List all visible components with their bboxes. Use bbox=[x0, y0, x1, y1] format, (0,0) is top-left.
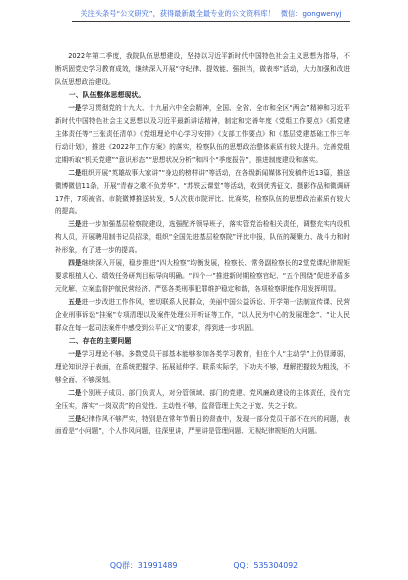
paragraph-lead: 五是 bbox=[68, 297, 82, 306]
paragraph-text: 组织开展“英雄故事大家讲”“身边的榜样讲”等活动，在各级新闻媒体刊发稿件近13篇，推送微博微信11条，开展“青春之歌不负芳华”、“苏铁云课堂”等活动，收到优秀征文、摄影作品和微调研17件，7项被省、市院微博推送转发，5人次获市院评比、比赛奖，检察队伍的思想政治素质有较大的提高。 bbox=[55, 168, 350, 216]
page-header bbox=[72, 9, 350, 22]
paragraph-text: 纪律作风不够严实，特别是在常年节假日的督查中，发现一部分党员干部不在兴的问题，表面看是“小问题”，个人作风问题，往深里讲，严里讲是管理问题、无视纪律规矩的大问题。 bbox=[55, 414, 351, 436]
paragraph-text: 学习贯彻党的十九大、十九届六中全会精神，全国、全省、全市和全区“两会”精神和习近平新时代中国特色社会主义思想以及习近平最新讲话精神，制定和完善年度《党组工作要点》《抓党建主体责任等“三张责任清单》《党组理论中心学习安排》《支部工作要点》和《基层党建基础工作三年行动计划》，推进《2022年工作方案》的落实，检察队伍的思想政治整体素质有较大提升。完善党组定期听取“机关党建”“意识形态”“思想状况分析”和四个“季度报告”，推进制度建设和落实。 bbox=[55, 104, 350, 164]
section-2-paragraph-1 bbox=[55, 348, 350, 387]
paragraph-lead: 二是 bbox=[68, 388, 82, 397]
footer-qq: QQ：535304092 bbox=[233, 561, 299, 570]
section-1-heading: 一、队伍整体思想现状。 bbox=[68, 90, 146, 99]
paragraph-lead: 二是 bbox=[68, 168, 82, 177]
document-body bbox=[55, 50, 350, 438]
section-2-paragraph-2 bbox=[55, 387, 350, 413]
paragraph-text: 进一步改进工作作风，密切联系人民群众，美丽中国公益诉讼、开学第一法制宣传课、民营企业刑事诉讼“挂案”专项清理以及案件处理公开听证等工作，“以人民为中心的发展理念”、“让人民群众在每一起司法案件中感受到公平正义”的要求，得到进一步巩固。 bbox=[55, 297, 351, 332]
paragraph-lead: 一是 bbox=[68, 104, 82, 113]
paragraph-lead: 四是 bbox=[68, 259, 82, 268]
header-wechat: 微信：gongwenyj bbox=[280, 9, 342, 18]
footer-qq-group: QQ群：31991489 bbox=[109, 561, 178, 570]
section-1-paragraph-3 bbox=[55, 218, 350, 257]
intro-paragraph: 2022年第二季度，我院队伍思想建设，坚持以习近平新时代中国特色社会主义思想为指导，不断巩固党史学习教育成效，继续深入开展“守纪律、提效能、强担当，做表率”活动，大力加强和改进队伍思想政治建设。 bbox=[55, 52, 350, 86]
section-1-paragraph-2 bbox=[55, 167, 350, 219]
section-2-paragraph-3 bbox=[55, 413, 350, 439]
paragraph-text: 个别班子成员、部门负责人，对分管领域、部门的党建、党风廉政建设的主体责任，没有完全压实，落实“一岗双责”的自觉性、主动性不够，监督管理上失之于宽、失之于软。 bbox=[55, 388, 351, 410]
paragraph-lead: 一是 bbox=[68, 350, 82, 359]
section-1-paragraph-5 bbox=[55, 296, 350, 335]
page-footer bbox=[0, 560, 408, 571]
paragraph-lead: 三是 bbox=[68, 220, 82, 229]
header-notice: 关注头条号“公文研究”，获得最新最全最专业的公文资料库！ bbox=[80, 9, 275, 18]
section-2-heading: 二、存在的主要问题 bbox=[68, 336, 132, 345]
section-1-paragraph-4 bbox=[55, 257, 350, 296]
section-1-paragraph-1 bbox=[55, 102, 350, 167]
paragraph-text: 学习理论不够。多数党员干部基本能够参加各类学习教育，但在个人“主动学”上仍显薄弱，理论知识浮于表面，在系统把握学、拓展延伸学、联系实际学，下功夫不够，理解把握较为粗浅，不够全面、不够深刻。 bbox=[55, 350, 350, 384]
paragraph-text: 继续深入开展，稳步推进“四大检察”均衡发展，检察长、常务副检察长的2堂党课纪律规矩要求根植人心、绩效任务研判目标导向明确。“四个一”推进新时期检察官纪、“五个围绕”促进矛盾多元化解、立案监督护航民营经济、严惩各类刑事犯罪维护稳定和谐，各项检察职能作用发挥明显。 bbox=[55, 259, 350, 293]
paragraph-lead: 三是 bbox=[68, 414, 82, 423]
paragraph-text: 进一步加强基层检察院建设，选强配齐领导班子，落实管党治检相关责任，调整充实内设机构人员，开展聘用制书记员招录，组织“全国先进基层检察院”评比申报，队伍的凝聚力、战斗力和时补形象，有了进一步的提高。 bbox=[55, 220, 351, 255]
